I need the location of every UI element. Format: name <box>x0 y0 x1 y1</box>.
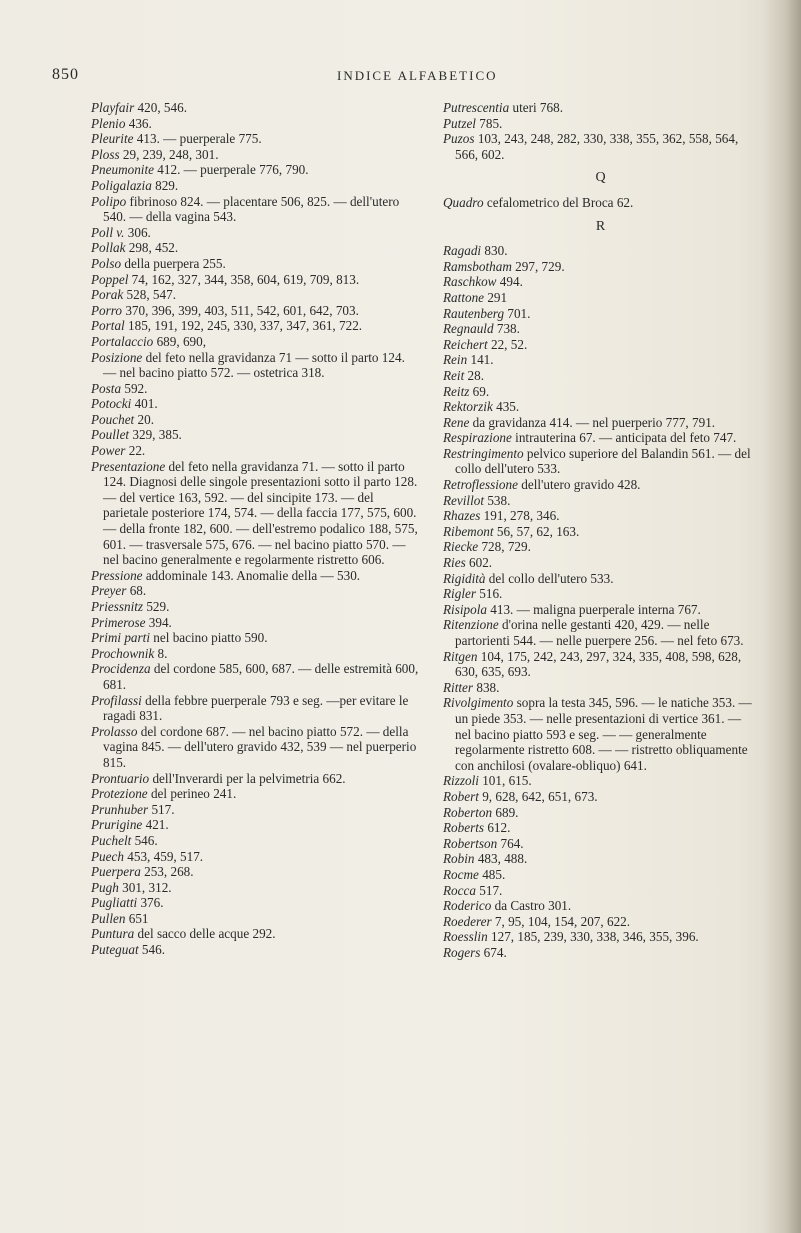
index-term: Rektorzik <box>443 399 493 415</box>
index-entry <box>91 942 419 958</box>
index-references: 829. <box>151 177 179 193</box>
index-entry <box>443 851 758 867</box>
index-entry <box>91 661 419 692</box>
index-entry <box>443 789 758 805</box>
index-term: Restringimento <box>443 445 524 461</box>
index-entry <box>443 337 758 353</box>
index-references: dell'Inverardi per la pelvimetria 662. <box>149 770 346 786</box>
index-term: Plenio <box>91 115 126 131</box>
index-entry <box>91 100 419 116</box>
index-references: 69. <box>469 383 490 399</box>
index-entry <box>443 399 758 415</box>
index-references: 453, 459, 517. <box>123 848 204 864</box>
index-entry <box>91 131 419 147</box>
index-references: 689, 690, <box>153 333 207 349</box>
index-entry <box>91 178 419 194</box>
index-references: 420, 546. <box>134 100 187 115</box>
section-letter-q: Q <box>595 170 606 186</box>
index-references: 674. <box>480 944 507 960</box>
index-term: Rigidità <box>443 570 486 586</box>
index-term: Robert <box>443 788 479 804</box>
index-entry <box>91 162 419 178</box>
index-term: Ritgen <box>443 648 478 664</box>
index-entry <box>91 116 419 132</box>
index-references: 22. <box>125 443 146 459</box>
index-references: 191, 278, 346. <box>480 508 560 524</box>
index-term: Posizione <box>91 349 143 365</box>
index-entry <box>443 773 758 789</box>
index-term: Roesslin <box>443 929 488 945</box>
index-references: 185, 191, 192, 245, 330, 337, 347, 361, 722. <box>124 318 363 334</box>
section-r <box>443 243 758 960</box>
index-references: 68. <box>126 583 147 599</box>
index-entry <box>91 646 419 662</box>
index-term: Porak <box>91 287 124 303</box>
index-entry <box>443 571 758 587</box>
index-term: Polso <box>91 255 122 271</box>
index-entry <box>91 849 419 865</box>
index-references: 701. <box>504 305 531 321</box>
index-term: Rogers <box>443 944 481 960</box>
index-entry <box>443 602 758 618</box>
index-references: 538. <box>484 492 511 508</box>
index-references: da gravidanza 414. — nel puerperio 777, 791. <box>469 414 716 430</box>
index-term: Roderico <box>443 898 492 914</box>
section-letter-r: R <box>595 218 606 234</box>
page-edge-shadow <box>763 0 801 1233</box>
index-term: Pressione <box>91 567 143 583</box>
index-term: Roederer <box>443 913 492 929</box>
index-entry <box>91 583 419 599</box>
index-term: Ramsbotham <box>443 258 512 274</box>
index-term: Posta <box>91 380 122 396</box>
index-term: Potocki <box>91 396 132 412</box>
index-references: 483, 488. <box>474 851 528 867</box>
section-q <box>443 195 758 211</box>
index-references: da Castro 301. <box>491 898 572 914</box>
index-references: 8. <box>154 645 168 661</box>
right-column <box>443 100 758 960</box>
index-entry <box>443 352 758 368</box>
index-term: Roberton <box>443 804 493 820</box>
index-entry <box>91 334 419 350</box>
index-term: Reichert <box>443 336 488 352</box>
index-references: 329, 385. <box>129 427 182 443</box>
index-entry <box>443 243 758 259</box>
section-p-continued <box>443 100 758 162</box>
index-references: 485. <box>478 866 506 882</box>
index-term: Pouchet <box>91 411 135 427</box>
index-references: 421. <box>142 817 169 833</box>
index-references: 301, 312. <box>118 879 172 895</box>
index-term: Polipo <box>91 193 127 209</box>
index-references: 29, 239, 248, 301. <box>119 146 219 162</box>
index-entry <box>91 427 419 443</box>
index-term: Robertson <box>443 835 498 851</box>
index-entry <box>443 836 758 852</box>
index-term: Rattone <box>443 289 485 305</box>
index-references: 103, 243, 248, 282, 330, 338, 355, 362, 558, 564, 566, 602. <box>455 131 739 162</box>
index-references: nel bacino piatto 590. <box>149 630 268 646</box>
index-entry <box>91 926 419 942</box>
index-entry <box>443 195 758 211</box>
index-entry <box>443 430 758 446</box>
index-references: 413. — maligna puerperale interna 767. <box>486 601 701 617</box>
index-term: Retroflessione <box>443 477 518 493</box>
index-references: 764. <box>497 835 524 851</box>
index-entry <box>91 194 419 225</box>
index-term: Rigler <box>443 586 476 602</box>
index-entry <box>91 724 419 771</box>
index-entry <box>91 693 419 724</box>
index-entry <box>443 100 758 116</box>
index-term: Rocme <box>443 866 479 882</box>
index-term: Puech <box>91 848 124 864</box>
index-entry <box>91 381 419 397</box>
index-term: Robin <box>443 851 475 867</box>
index-references: del sacco delle acque 292. <box>134 926 276 942</box>
index-term: Portalaccio <box>91 333 154 349</box>
index-references: 291 <box>484 289 508 305</box>
index-entry <box>443 805 758 821</box>
index-references: della febbre puerperale 793 e seg. —per evitare le ragadi 831. <box>103 692 409 724</box>
index-term: Pugliatti <box>91 895 138 911</box>
index-references: del perineo 241. <box>147 786 237 802</box>
index-term: Raschkow <box>443 274 497 290</box>
index-references: 7, 95, 104, 154, 207, 622. <box>491 913 631 929</box>
index-term: Puntura <box>91 926 135 942</box>
index-references: 306. <box>124 224 151 240</box>
page-header <box>52 66 752 88</box>
index-entry <box>443 649 758 680</box>
index-term: Rocca <box>443 882 476 898</box>
index-term: Ragadi <box>443 243 482 259</box>
index-entry <box>443 259 758 275</box>
index-entry <box>91 911 419 927</box>
index-references: 28. <box>464 367 485 383</box>
index-entry <box>443 929 758 945</box>
index-term: Primi parti <box>91 630 150 646</box>
index-references: del feto nella gravidanza 71. — sotto il parto 124. Diagnosi delle singole presentazioni sotto il parto 128. — del vertice 163, 592. — del sincipite 173. — del parietale posteriore 174, 574. — della faccia 177, 575, 600. — della fronte 182, 600. — dell'estremo podalico 188, 575, 601. — trasversale 575, 676. — nel bacino piatto 570. — nel bacino generalmente e regolarmente ristretto 606. <box>103 458 418 568</box>
index-references: 528, 547. <box>123 287 176 303</box>
index-term: Reit <box>443 367 465 383</box>
index-term: Protezione <box>91 786 148 802</box>
index-entry <box>91 880 419 896</box>
index-references: 298, 452. <box>125 240 179 256</box>
index-entry <box>91 833 419 849</box>
index-references: 738. <box>493 321 520 337</box>
index-references: 253, 268. <box>140 864 194 880</box>
index-term: Puzos <box>443 131 475 147</box>
index-entry <box>91 240 419 256</box>
index-references: 376. <box>137 895 164 911</box>
index-entry <box>91 225 419 241</box>
index-term: Ries <box>443 555 466 571</box>
index-term: Puerpera <box>91 864 141 880</box>
index-entry <box>443 131 758 162</box>
index-references: 412. — puerperale 776, 790. <box>154 162 309 178</box>
index-references: 127, 185, 239, 330, 338, 346, 355, 396. <box>487 929 699 945</box>
index-entry <box>91 147 419 163</box>
index-references: 689. <box>492 804 519 820</box>
index-entry <box>91 396 419 412</box>
index-term: Riecke <box>443 539 479 555</box>
index-entry <box>443 415 758 431</box>
index-references: del collo dell'utero 533. <box>485 570 614 586</box>
index-entry <box>443 274 758 290</box>
index-term: Preyer <box>91 583 127 599</box>
index-references: 516. <box>475 586 503 602</box>
index-entry <box>443 116 758 132</box>
index-entry <box>91 350 419 381</box>
index-term: Pleurite <box>91 131 134 147</box>
index-references: addominale 143. Anomalie della — 530. <box>142 567 361 583</box>
index-references: 546. <box>138 942 165 958</box>
index-term: Rautenberg <box>443 305 505 321</box>
index-term: Reitz <box>443 383 470 399</box>
index-references: 517. <box>475 882 503 898</box>
index-term: Quadro <box>443 194 484 210</box>
index-term: Revillot <box>443 492 485 508</box>
index-entry <box>443 368 758 384</box>
index-term: Ploss <box>91 146 120 162</box>
index-entry <box>443 914 758 930</box>
index-references: 297, 729. <box>511 258 565 274</box>
index-references: 785. <box>475 115 503 131</box>
index-entry <box>443 306 758 322</box>
index-entry <box>443 384 758 400</box>
index-references: 838. <box>473 679 500 695</box>
index-term: Power <box>91 443 126 459</box>
index-references: pelvico superiore del Balandin 561. — del collo dell'utero 533. <box>455 445 751 477</box>
index-references: 104, 175, 242, 243, 297, 324, 335, 408, 598, 628, 630, 635, 693. <box>455 648 742 680</box>
index-term: Rene <box>443 414 470 430</box>
index-entry <box>91 786 419 802</box>
index-references: del cordone 687. — nel bacino piatto 572. — della vagina 845. — dell'utero gravido 432, 539 — nel puerperio 815. <box>103 723 417 770</box>
index-entry <box>443 477 758 493</box>
index-term: Rein <box>443 352 468 368</box>
index-term: Rizzoli <box>443 773 479 789</box>
index-entry <box>443 508 758 524</box>
index-term: Poppel <box>91 271 129 287</box>
left-column <box>91 100 419 958</box>
index-term: Rhazes <box>443 508 481 524</box>
index-term: Poll v. <box>91 224 125 240</box>
index-entry <box>443 493 758 509</box>
index-entry <box>443 617 758 648</box>
index-entry <box>443 680 758 696</box>
index-term: Puchelt <box>91 832 132 848</box>
index-entry <box>443 695 758 773</box>
index-term: Profilassi <box>91 692 142 708</box>
index-term: Pneumonite <box>91 162 154 178</box>
index-entry <box>443 321 758 337</box>
index-entry <box>443 290 758 306</box>
index-entry <box>91 256 419 272</box>
index-entry <box>443 898 758 914</box>
index-term: Rivolgimento <box>443 695 514 711</box>
index-references: intrauterina 67. — anticipata del feto 747. <box>511 430 737 446</box>
index-references: 517. <box>148 801 175 817</box>
index-references: 612. <box>484 820 511 836</box>
index-term: Poullet <box>91 427 130 443</box>
index-term: Ritter <box>443 679 474 695</box>
index-references: 494. <box>496 274 523 290</box>
index-references: del feto nella gravidanza 71 — sotto il parto 124. — nel bacino piatto 572. — ostetrica 318. <box>103 349 405 381</box>
index-entry <box>91 412 419 428</box>
index-references: 101, 615. <box>478 773 532 789</box>
index-references: 546. <box>131 832 158 848</box>
index-term: Prurigine <box>91 817 143 833</box>
index-references: 651 <box>125 910 149 926</box>
index-entry <box>91 630 419 646</box>
index-references: 141. <box>467 352 494 368</box>
index-references: 592. <box>121 380 148 396</box>
running-title: INDICE ALFABETICO <box>337 68 498 83</box>
index-term: Presentazione <box>91 458 166 474</box>
index-references: 529. <box>143 599 170 614</box>
index-term: Risipola <box>443 601 487 617</box>
index-term: Portal <box>91 318 125 334</box>
index-references: 9, 628, 642, 651, 673. <box>478 788 598 804</box>
index-references: 602. <box>465 555 493 571</box>
index-entry <box>91 303 419 319</box>
index-term: Porro <box>91 302 123 318</box>
index-term: Playfair <box>91 100 135 115</box>
index-references: d'orina nelle gestanti 420, 429. — nelle partorienti 544. — nelle puerpere 256. — nel feto 673. <box>455 617 744 648</box>
index-entry <box>443 586 758 602</box>
index-references: cefalometrico del Broca 62. <box>483 194 634 210</box>
index-entry <box>443 524 758 540</box>
index-references: 728, 729. <box>478 539 531 555</box>
index-term: Putrescentia <box>443 100 510 115</box>
index-entry <box>443 539 758 555</box>
index-entry <box>91 771 419 787</box>
index-entry <box>91 287 419 303</box>
index-entry <box>91 568 419 584</box>
index-term: Ribemont <box>443 523 494 539</box>
index-entry <box>443 945 758 961</box>
index-references: dell'utero gravido 428. <box>517 477 641 493</box>
index-term: Poligalazia <box>91 177 152 193</box>
index-references: della puerpera 255. <box>121 255 226 271</box>
index-term: Putzel <box>443 115 476 131</box>
index-entry <box>91 864 419 880</box>
index-references: 74, 162, 327, 344, 358, 604, 619, 709, 813. <box>128 271 360 287</box>
index-term: Prochownik <box>91 645 155 661</box>
index-references: 394. <box>145 614 172 630</box>
index-references: 370, 396, 399, 403, 511, 542, 601, 642, 703. <box>122 302 359 318</box>
index-references: sopra la testa 345, 596. — le natiche 353. — un piede 353. — nelle presentazioni di vertice 361. — nel bacino piatto 593 e seg. — — generalmente regolarmente ristretto 608. — — ristretto obliquamente con anchilosi (ovalare-obliquo) 641. <box>455 695 752 773</box>
index-references: del cordone 585, 600, 687. — delle estremità 600, 681. <box>103 661 419 692</box>
index-entry <box>443 883 758 899</box>
index-entry <box>91 817 419 833</box>
index-term: Pullen <box>91 910 126 926</box>
index-references: 436. <box>125 115 152 131</box>
index-references: 413. — puerperale 775. <box>133 131 262 147</box>
index-term: Pollak <box>91 240 126 256</box>
index-term: Prunhuber <box>91 801 149 817</box>
index-entry <box>91 443 419 459</box>
index-entry <box>443 555 758 571</box>
index-references: 56, 57, 62, 163. <box>493 523 580 539</box>
index-term: Ritenzione <box>443 617 499 633</box>
index-term: Regnauld <box>443 321 494 337</box>
index-entry <box>91 459 419 568</box>
index-references: 435. <box>492 399 520 415</box>
index-entry <box>91 272 419 288</box>
index-term: Primerose <box>91 614 146 630</box>
index-entry <box>91 895 419 911</box>
index-entry <box>443 820 758 836</box>
index-references: 830. <box>481 243 508 259</box>
index-entry <box>91 318 419 334</box>
index-entry <box>443 867 758 883</box>
index-entry <box>91 615 419 631</box>
index-term: Procidenza <box>91 661 151 677</box>
index-entry <box>443 446 758 477</box>
index-references: 20. <box>134 411 154 427</box>
index-references: fibrinoso 824. — placentare 506, 825. — dell'utero 540. — della vagina 543. <box>103 193 400 225</box>
index-term: Prontuario <box>91 770 150 786</box>
index-term: Puteguat <box>91 942 139 958</box>
index-references: 401. <box>131 396 158 412</box>
index-term: Prolasso <box>91 723 138 739</box>
index-term: Priessnitz <box>91 599 144 614</box>
index-references: uteri 768. <box>509 100 564 115</box>
index-term: Pugh <box>91 879 119 895</box>
index-term: Respirazione <box>443 430 512 446</box>
index-entry <box>91 599 419 615</box>
index-term: Roberts <box>443 820 485 836</box>
index-references: 22, 52. <box>487 336 528 352</box>
index-entry <box>91 802 419 818</box>
page-number: 850 <box>52 66 79 83</box>
